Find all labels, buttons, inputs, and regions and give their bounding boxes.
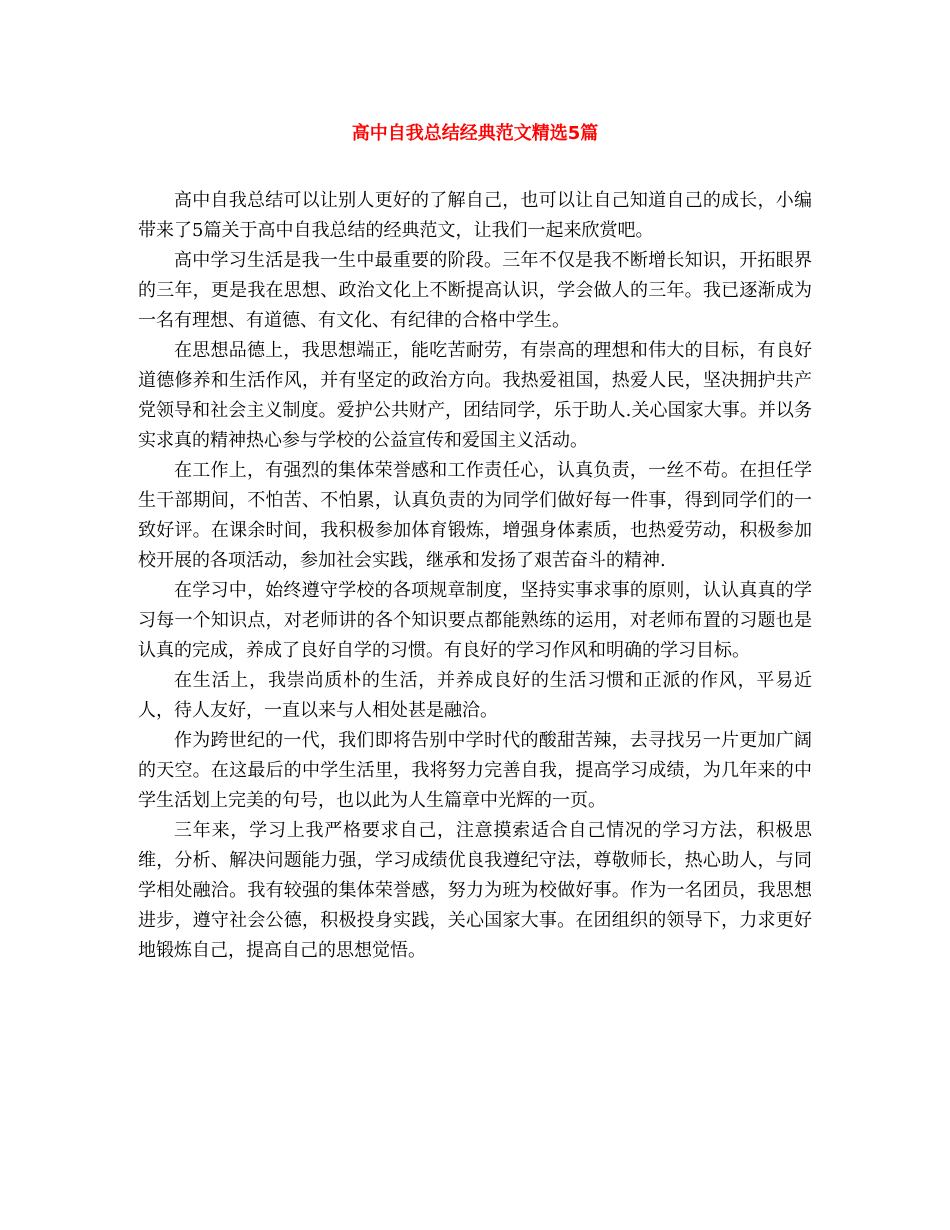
paragraph-work: 在工作上，有强烈的集体荣誉感和工作责任心，认真负责，一丝不苟。在担任学生干部期间，不怕苦、不怕累，认真负责的为同学们做好每一件事，得到同学们的一致好评。在课余时间，我积极参加体育锻炼，增强身体素质，也热爱劳动，积极参加校开展的各项活动，参加社会实践，继承和发扬了艰苦奋斗的精神. [138,460,812,571]
paragraph-moral: 在思想品德上，我思想端正，能吃苦耐劳，有崇高的理想和伟大的目标，有良好道德修养和生活作风，并有坚定的政治方向。我热爱祖国，热爱人民，坚决拥护共产党领导和社会主义制度。爱护公共财产，团结同学，乐于助人.关心国家大事。并以务实求真的精神热心参与学校的公益宣传和爱国主义活动。 [138,340,812,451]
document-title: 高中自我总结经典范文精选5篇 [351,123,599,144]
document-body [138,186,812,966]
paragraph-future: 作为跨世纪的一代，我们即将告别中学时代的酸甜苦辣，去寻找另一片更加广阔的天空。在这最后的中学生活里，我将努力完善自我，提高学习成绩，为几年来的中学生活划上完美的句号，也以此为人生篇章中光辉的一页。 [138,730,812,811]
paragraph-intro: 高中自我总结可以让别人更好的了解自己，也可以让自己知道自己的成长，小编带来了5篇关于高中自我总结的经典范文，让我们一起来欣赏吧。 [138,190,812,241]
paragraph-life: 在生活上，我崇尚质朴的生活，并养成良好的生活习惯和正派的作风，平易近人，待人友好，一直以来与人相处甚是融洽。 [138,670,812,721]
paragraph-summary: 三年来，学习上我严格要求自己，注意摸索适合自己情况的学习方法，积极思维，分析、解决问题能力强，学习成绩优良我遵纪守法，尊敬师长，热心助人，与同学相处融洽。我有较强的集体荣誉感，努力为班为校做好事。作为一名团员，我思想进步，遵守社会公德，积极投身实践，关心国家大事。在团组织的领导下，力求更好地锻炼自己，提高自己的思想觉悟。 [138,820,812,961]
paragraph-study: 在学习中，始终遵守学校的各项规章制度，坚持实事求事的原则，认认真真的学习每一个知识点，对老师讲的各个知识要点都能熟练的运用，对老师布置的习题也是认真的完成，养成了良好自学的习惯。有良好的学习作风和明确的学习目标。 [138,580,812,661]
paragraph-overview: 高中学习生活是我一生中最重要的阶段。三年不仅是我不断增长知识，开拓眼界的三年，更是我在思想、政治文化上不断提高认识，学会做人的三年。我已逐渐成为一名有理想、有道德、有文化、有纪律的合格中学生。 [138,250,812,331]
